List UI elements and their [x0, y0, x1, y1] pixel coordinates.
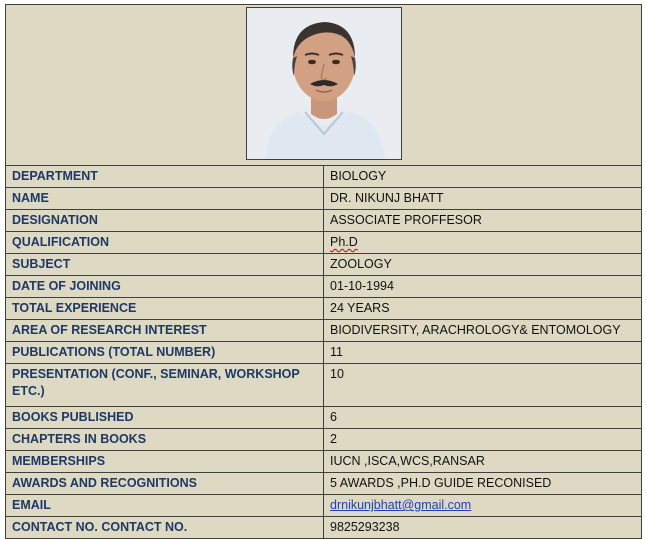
- row-value: IUCN ,ISCA,WCS,RANSAR: [324, 451, 642, 473]
- row-label: PRESENTATION (CONF., SEMINAR, WORKSHOP ETC.): [6, 364, 324, 407]
- row-value: 10: [324, 364, 642, 407]
- qualification-value: Ph.D: [330, 235, 358, 249]
- row-label: TOTAL EXPERIENCE: [6, 298, 324, 320]
- profile-row-books-published: [6, 407, 642, 429]
- portrait-image: [247, 8, 401, 159]
- profile-row-publications: [6, 342, 642, 364]
- row-value: ZOOLOGY: [324, 254, 642, 276]
- row-value: 2: [324, 429, 642, 451]
- profile-photo: [246, 7, 402, 160]
- row-label: DESIGNATION: [6, 210, 324, 232]
- row-value: 5 AWARDS ,PH.D GUIDE RECONISED: [324, 473, 642, 495]
- row-label: NAME: [6, 188, 324, 210]
- row-value: 9825293238: [324, 517, 642, 539]
- row-label: MEMBERSHIPS: [6, 451, 324, 473]
- row-label: BOOKS PUBLISHED: [6, 407, 324, 429]
- row-label: DATE OF JOINING: [6, 276, 324, 298]
- profile-row-qualification: [6, 232, 642, 254]
- profile-row-department: [6, 166, 642, 188]
- profile-row-email: [6, 495, 642, 517]
- profile-row-chapters: [6, 429, 642, 451]
- row-value: BIOLOGY: [324, 166, 642, 188]
- profile-row-date-of-joining: [6, 276, 642, 298]
- profile-row-subject: [6, 254, 642, 276]
- row-label: DEPARTMENT: [6, 166, 324, 188]
- profile-row-research-interest: [6, 320, 642, 342]
- faculty-profile-table: [5, 4, 642, 539]
- profile-row-designation: [6, 210, 642, 232]
- row-value: DR. NIKUNJ BHATT: [324, 188, 642, 210]
- row-value: [324, 232, 642, 254]
- email-link[interactable]: drnikunjbhatt@gmail.com: [330, 498, 472, 512]
- row-label: AWARDS AND RECOGNITIONS: [6, 473, 324, 495]
- row-value: ASSOCIATE PROFFESOR: [324, 210, 642, 232]
- row-label: SUBJECT: [6, 254, 324, 276]
- row-value: [324, 495, 642, 517]
- profile-row-presentation: [6, 364, 642, 407]
- row-label: EMAIL: [6, 495, 324, 517]
- row-label: PUBLICATIONS (TOTAL NUMBER): [6, 342, 324, 364]
- row-value: BIODIVERSITY, ARACHROLOGY& ENTOMOLOGY: [324, 320, 642, 342]
- row-label: CONTACT NO. CONTACT NO.: [6, 517, 324, 539]
- profile-row-memberships: [6, 451, 642, 473]
- profile-row-total-experience: [6, 298, 642, 320]
- row-label: CHAPTERS IN BOOKS: [6, 429, 324, 451]
- photo-row: [6, 5, 642, 166]
- row-value: 01-10-1994: [324, 276, 642, 298]
- row-label: AREA OF RESEARCH INTEREST: [6, 320, 324, 342]
- row-value: 6: [324, 407, 642, 429]
- row-value: 11: [324, 342, 642, 364]
- profile-row-awards: [6, 473, 642, 495]
- photo-cell: [6, 5, 642, 166]
- profile-row-name: [6, 188, 642, 210]
- row-label: QUALIFICATION: [6, 232, 324, 254]
- profile-row-contact: [6, 517, 642, 539]
- row-value: 24 YEARS: [324, 298, 642, 320]
